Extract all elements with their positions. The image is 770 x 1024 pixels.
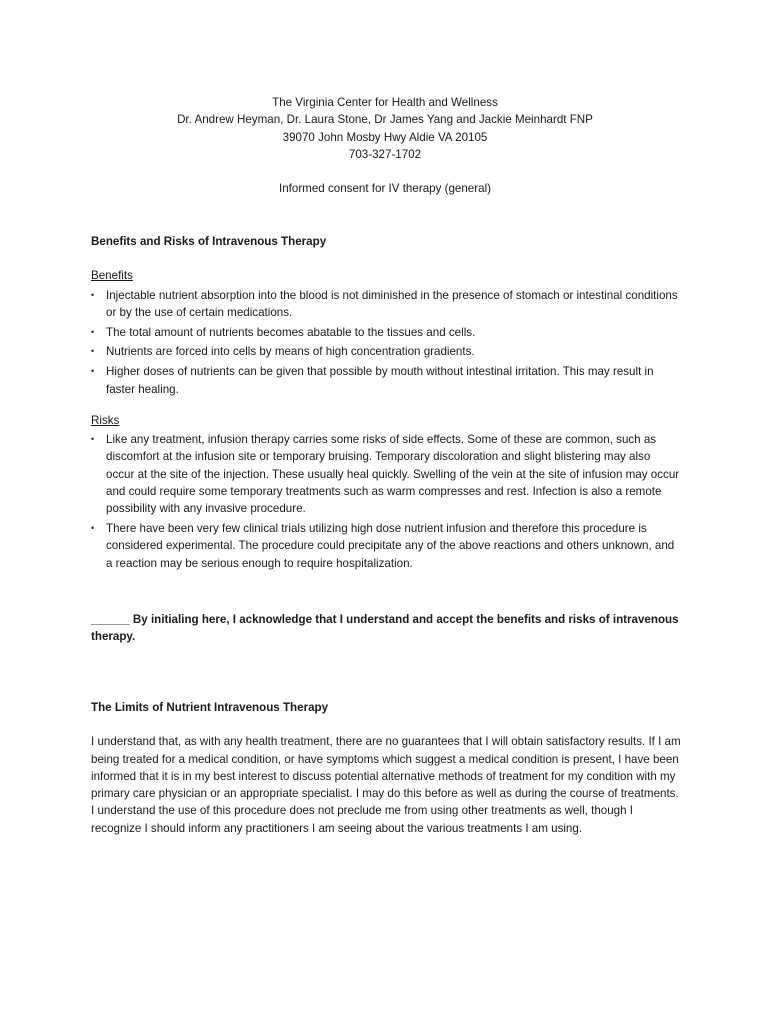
- benefits-label: Benefits: [91, 269, 133, 283]
- list-item: [91, 431, 681, 517]
- limits-heading: The Limits of Nutrient Intravenous Therapy: [91, 701, 329, 714]
- clinic-address: 39070 John Mosby Hwy Aldie VA 20105: [282, 130, 488, 144]
- list-item: [91, 287, 681, 322]
- bullet-icon: •: [91, 523, 95, 534]
- limits-section: [91, 699, 681, 837]
- bullet-icon: •: [91, 434, 95, 445]
- risk-text: Like any treatment, infusion therapy carries some risks of side effects. Some of these are common, such as discomfort at the infusion site or temporary bruising. Temporary discoloration and slight blistering may also occur at the site of the injection. These usually heal quickly. Swelling of the vein at the site of infusion may occur and could require some temporary treatments such as warm compresses and rest. Infection is also a remote possibility with any invasive procedure.: [106, 433, 680, 516]
- list-item: [91, 343, 681, 360]
- risks-label: Risks: [91, 413, 120, 427]
- benefits-list: [91, 287, 681, 398]
- list-item: [91, 520, 681, 572]
- benefit-text: The total amount of nutrients becomes abatable to the tissues and cells.: [106, 325, 476, 339]
- benefits-risks-section: [91, 233, 681, 575]
- bullet-icon: •: [91, 326, 95, 337]
- benefit-text: Injectable nutrient absorption into the blood is not diminished in the presence of stomach or intestinal conditions or by the use of certain medications.: [106, 288, 678, 319]
- bullet-icon: •: [91, 346, 95, 357]
- document-header: [0, 94, 770, 197]
- bullet-icon: •: [91, 289, 95, 300]
- list-item: [91, 363, 681, 398]
- bullet-icon: •: [91, 366, 95, 377]
- consent-title: Informed consent for IV therapy (general): [278, 182, 492, 196]
- benefit-text: Nutrients are forced into cells by means of high concentration gradients.: [106, 345, 475, 359]
- limits-paragraph: I understand that, as with any health treatment, there are no guarantees that I will obtain satisfactory results. If I am being treated for a medical condition, or have symptoms which suggest a medical condition is present, I have been informed that it is in my best interest to discuss potential alternative methods of treatment for my condition with my primary care physician or an appropriate specialist. I may do this before as well as during the course of treatments. I understand the use of this procedure does not preclude me from using other treatments as well, though I recognize I should inform any practitioners I am seeing about the various treatments I am using.: [91, 735, 681, 835]
- benefits-risks-heading: Benefits and Risks of Intravenous Therapy: [91, 235, 327, 248]
- risk-text: There have been very few clinical trials utilizing high dose nutrient infusion and therefore this procedure is considered experimental. The procedure could precipitate any of the above reactions and others unknown, and a reaction may be serious enough to require hospitalization.: [106, 522, 675, 570]
- org-name: The Virginia Center for Health and Wellness: [272, 96, 498, 109]
- clinic-phone: 703-327-1702: [348, 147, 422, 161]
- acknowledgement-statement: ______ By initialing here, I acknowledge that I understand and accept the benefits and risks of intravenous therapy.: [91, 613, 679, 644]
- benefit-text: Higher doses of nutrients can be given that possible by mouth without intestinal irritation. This may result in faster healing.: [106, 365, 654, 396]
- list-item: [91, 324, 681, 341]
- provider-names: Dr. Andrew Heyman, Dr. Laura Stone, Dr James Yang and Jackie Meinhardt FNP: [177, 113, 593, 127]
- risks-list: [91, 431, 681, 572]
